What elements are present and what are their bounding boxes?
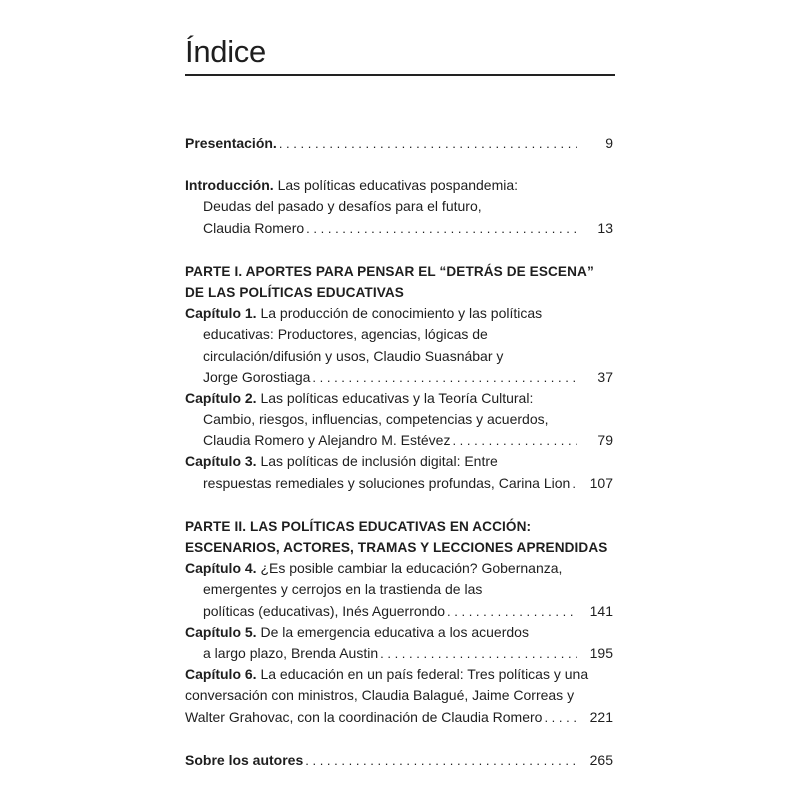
page-number: 265 [589, 751, 613, 768]
entry-text: De la emergencia educativa a los acuerdos [260, 623, 529, 640]
page-number: 107 [589, 474, 613, 491]
entry-label: Capítulo 2. [185, 389, 257, 406]
part-heading-2 [185, 516, 613, 558]
part-title: PARTE I. APORTES PARA PENSAR EL “DETRÁS DE ESCENA” [185, 263, 594, 279]
entry-text: La educación en un país federal: Tres políticas y una [260, 666, 589, 683]
dot-leader [380, 643, 577, 664]
page-title: Índice [185, 34, 266, 69]
entry-text: Las políticas de inclusión digital: Entre [260, 453, 498, 470]
page-number: 9 [605, 135, 613, 151]
part-heading-1 [185, 261, 613, 303]
part-title: PARTE II. LAS POLÍTICAS EDUCATIVAS EN ACCIÓN: [185, 518, 532, 534]
toc-entry-cap3[interactable] [185, 451, 613, 493]
toc-entry-autores[interactable] [185, 750, 613, 771]
entry-label: Sobre los autores [185, 751, 304, 768]
entry-label: Capítulo 1. [185, 305, 257, 322]
dot-leader [305, 750, 577, 771]
entry-text: Jorge Gorostiaga [203, 368, 311, 385]
page-number: 221 [589, 708, 613, 725]
entry-text: a largo plazo, Brenda Austin [203, 644, 379, 661]
entry-text: La producción de conocimiento y las políticas [260, 305, 543, 322]
part-title: ESCENARIOS, ACTORES, TRAMAS Y LECCIONES APRENDIDAS [185, 540, 608, 555]
entry-label: Capítulo 4. [185, 560, 257, 577]
entry-text: ¿Es posible cambiar la educación? Gobernanza, [260, 560, 563, 577]
entry-text: Las políticas educativas y la Teoría Cultural: [260, 389, 534, 406]
entry-label: Capítulo 6. [185, 666, 257, 683]
entry-text: circulación/difusión y usos, Claudio Suasnábar y [203, 347, 504, 364]
dot-leader [279, 133, 577, 154]
entry-text: Las políticas educativas pospandemia: [277, 177, 519, 194]
entry-text: políticas (educativas), Inés Aguerrondo [203, 602, 446, 619]
entry-text: Claudia Romero y Alejandro M. Estévez [203, 432, 451, 449]
dot-leader [572, 473, 577, 494]
entry-text: conversación con ministros, Claudia Balagué, Jaime Correas y [185, 687, 575, 704]
entry-text: Cambio, riesgos, influencias, competencias y acuerdos, [203, 411, 549, 428]
dot-leader [312, 367, 577, 388]
toc-entry-cap1[interactable] [185, 303, 613, 388]
entry-text: respuestas remediales y soluciones profundas, Carina Lion [203, 474, 571, 491]
entry-label: Presentación. [185, 135, 277, 151]
title-rule [185, 74, 615, 76]
page-number: 37 [597, 368, 613, 385]
dot-leader [306, 218, 577, 239]
toc-entry-cap4[interactable] [185, 558, 613, 622]
table-of-contents [185, 133, 613, 771]
page-number: 13 [597, 219, 613, 236]
entry-label: Introducción. [185, 177, 274, 194]
page-number: 141 [589, 602, 613, 619]
page-number: 195 [589, 644, 613, 661]
entry-text: Claudia Romero [203, 219, 305, 236]
part-title: DE LAS POLÍTICAS EDUCATIVAS [185, 284, 404, 300]
toc-entry-cap6[interactable] [185, 664, 613, 728]
entry-label: Capítulo 5. [185, 623, 257, 640]
toc-entry-cap5[interactable] [185, 622, 613, 664]
toc-entry-presentacion[interactable] [185, 133, 613, 154]
dot-leader [447, 601, 577, 622]
entry-label: Capítulo 3. [185, 453, 257, 470]
dot-leader [452, 430, 577, 451]
dot-leader [544, 707, 577, 728]
entry-text: Deudas del pasado y desafíos para el futuro, [203, 198, 482, 215]
toc-entry-introduccion[interactable] [185, 175, 613, 239]
entry-text: emergentes y cerrojos en la trastienda de las [203, 581, 483, 598]
entry-text: Walter Grahovac, con la coordinación de Claudia Romero [185, 708, 543, 725]
toc-entry-cap2[interactable] [185, 388, 613, 452]
page-number: 79 [597, 432, 613, 449]
entry-text: educativas: Productores, agencias, lógicas de [203, 326, 488, 343]
